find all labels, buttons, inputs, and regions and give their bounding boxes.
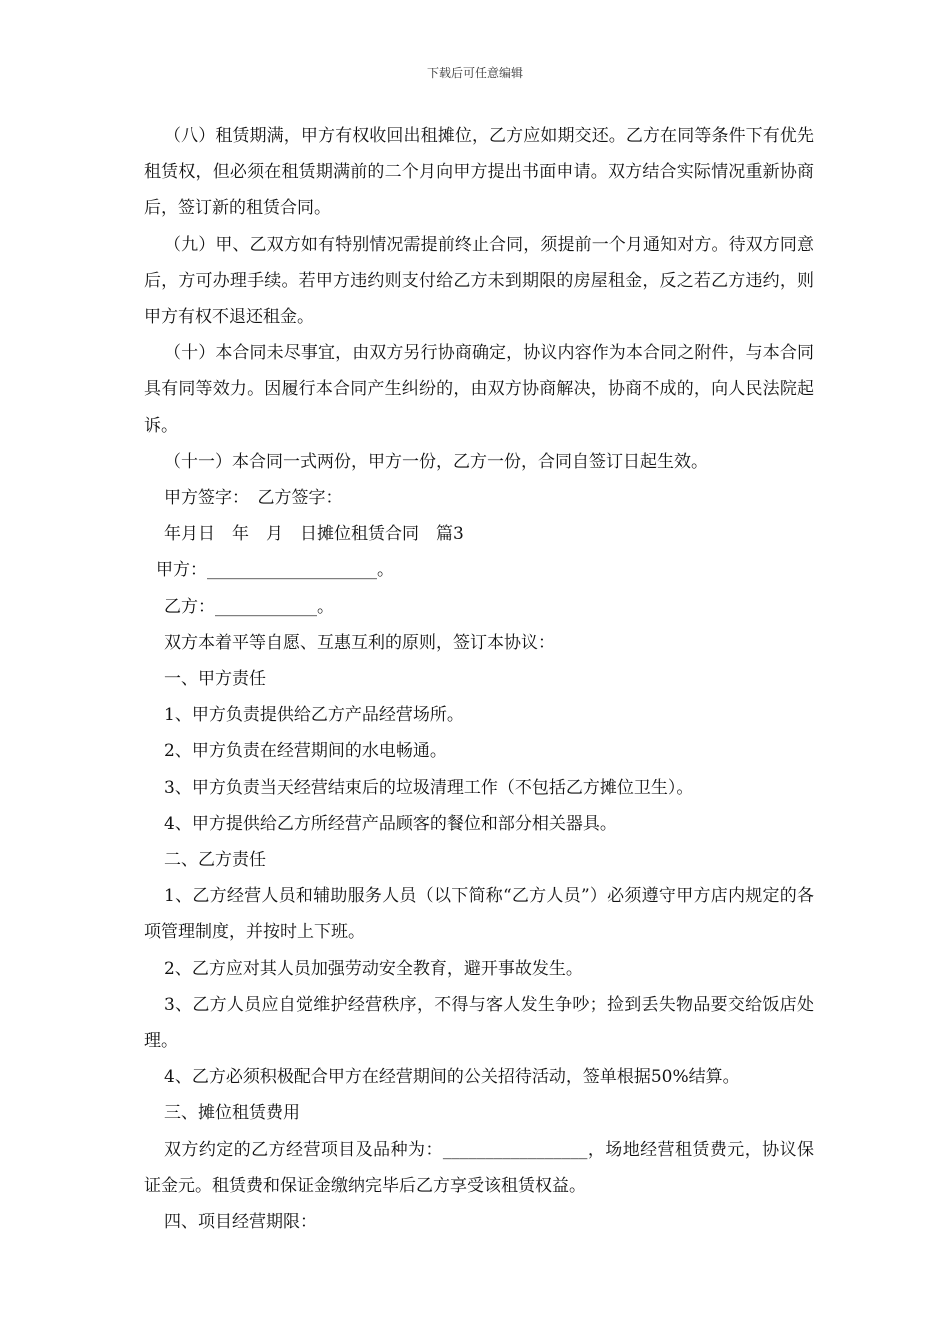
document-body <box>144 118 814 1240</box>
list-item: 3、乙方人员应自觉维护经营秩序，不得与客人发生争吵；捡到丢失物品要交给饭店处理。 <box>144 994 814 1052</box>
party-a-line: 甲方：____________________。 <box>156 560 394 581</box>
date-and-section-title: 年月日 年 月 日摊位租赁合同 篇3 <box>164 524 464 545</box>
list-item: 1、乙方经营人员和辅助服务人员（以下简称“乙方人员”）必须遵守甲方店内规定的各项管理制度，并按时上下班。 <box>144 886 814 943</box>
fee-paragraph: 双方约定的乙方经营项目及品种为：_________________，场地经营租赁费元，协议保证金元。租赁费和保证金缴纳完毕后乙方享受该租赁权益。 <box>144 1139 814 1196</box>
list-item: 2、甲方负责在经营期间的水电畅通。 <box>164 741 447 762</box>
list-item: 4、乙方必须积极配合甲方在经营期间的公关招待活动，签单根据50%结算。 <box>164 1067 740 1088</box>
page-header: 下载后可任意编辑 <box>426 66 523 80</box>
section-heading-2: 二、乙方责任 <box>164 850 266 871</box>
list-item: 2、乙方应对其人员加强劳动安全教育，避开事故发生。 <box>164 958 583 979</box>
section-heading-4: 四、项目经营期限： <box>164 1212 317 1233</box>
list-item: 3、甲方负责当天经营结束后的垃圾清理工作（不包括乙方摊位卫生）。 <box>164 777 694 798</box>
signature-line: 甲方签字： 乙方签字： <box>164 488 343 509</box>
section-heading-1: 一、甲方责任 <box>164 669 266 690</box>
list-item: 1、甲方负责提供给乙方产品经营场所。 <box>164 705 464 726</box>
clause-10: （十）本合同未尽事宜，由双方另行协商确定，协议内容作为本合同之附件，与本合同具有同等效力。因履行本合同产生纠纷的，由双方协商解决，协商不成的，向人民法院起诉。 <box>144 343 814 436</box>
preamble: 双方本着平等自愿、互惠互利的原则，签订本协议： <box>164 632 555 653</box>
party-b-line: 乙方：____________。 <box>164 596 334 617</box>
section-heading-3: 三、摊位租赁费用 <box>164 1103 300 1124</box>
clause-11: （十一）本合同一式两份，甲方一份，乙方一份，合同自签订日起生效。 <box>164 451 708 472</box>
list-item: 4、甲方提供给乙方所经营产品顾客的餐位和部分相关器具。 <box>164 813 617 834</box>
clause-8: （八）租赁期满，甲方有权收回出租摊位，乙方应如期交还。乙方在同等条件下有优先租赁权，但必须在租赁期满前的二个月向甲方提出书面申请。双方结合实际情况重新协商后，签订新的租赁合同。 <box>144 126 814 219</box>
clause-9: （九）甲、乙双方如有特别情况需提前终止合同，须提前一个月通知对方。待双方同意后，方可办理手续。若甲方违约则支付给乙方未到期限的房屋租金，反之若乙方违约，则甲方有权不退还租金。 <box>144 234 814 328</box>
